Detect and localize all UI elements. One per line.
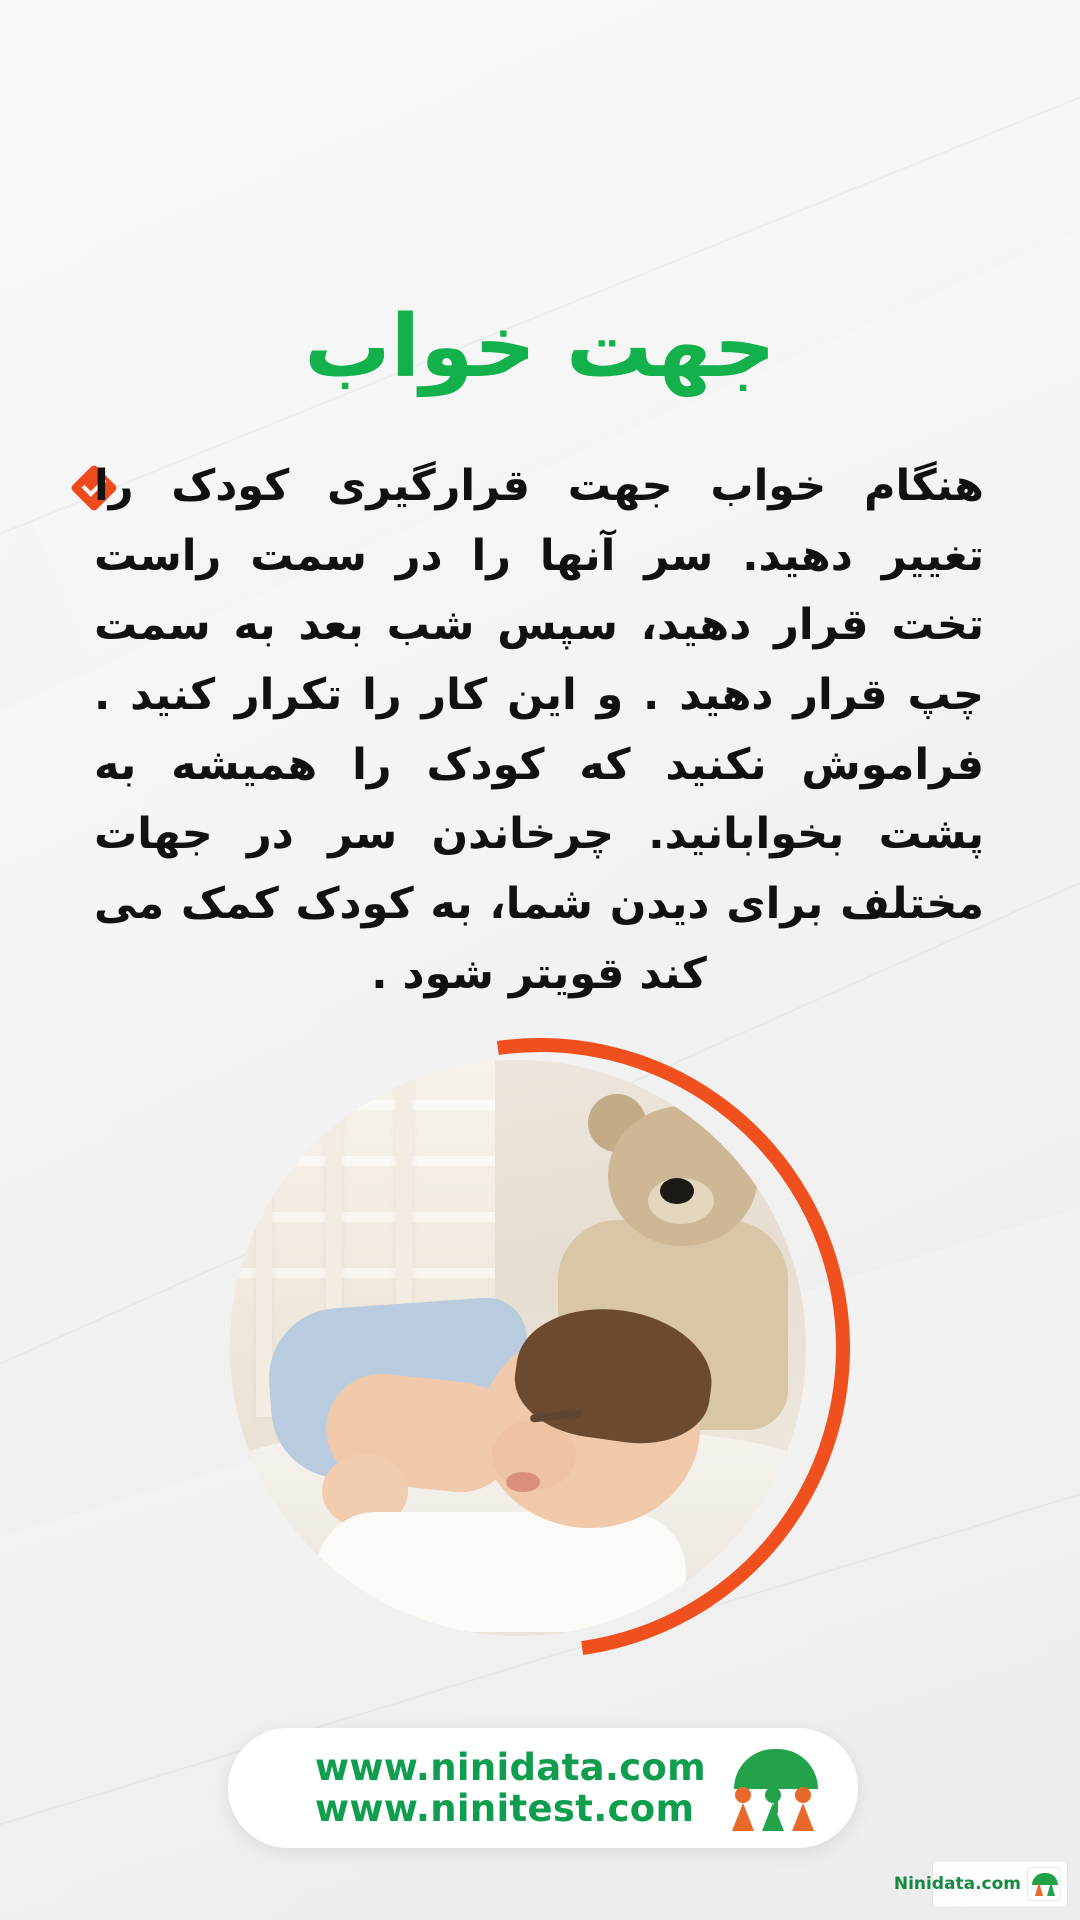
ninidata-small-logo: [1027, 1867, 1061, 1901]
family-figure-3: [792, 1787, 814, 1831]
photo-container: [230, 1038, 850, 1658]
sleeping-baby-photo: [230, 1060, 806, 1636]
figure-head: [765, 1787, 781, 1803]
umbrella-icon: [734, 1749, 818, 1789]
photo-teddy-nose: [660, 1178, 694, 1204]
watermark-label: Ninidata.com: [893, 1874, 1021, 1894]
figure-head: [735, 1787, 751, 1803]
ninidata-umbrella-family-logo: [728, 1745, 824, 1831]
page-title: جهت خواب: [304, 297, 776, 397]
photo-teddy-head: [608, 1106, 758, 1246]
figure-body: [732, 1803, 754, 1831]
figure-body: [792, 1803, 814, 1831]
figure-head: [795, 1787, 811, 1803]
body-paragraph: هنگام خواب جهت قرارگیری کودک را تغییر دهید. سر آنها را در سمت راست تخت قرار دهید، سپس شب بعد به سمت چپ قرار دهید . و این کار را تکرار کنید . فراموش نکنید که کودک را همیشه به پشت بخوابانید. چرخاندن سر در جهات مختلف برای دیدن شما، به کودک کمک می کند قویتر شود .: [94, 461, 984, 999]
footer-badge: [228, 1728, 858, 1848]
watermark-umbrella-icon: [1032, 1873, 1058, 1885]
family-figure-1: [732, 1787, 754, 1831]
photo-baby-mouth: [506, 1472, 540, 1492]
footer-url-secondary[interactable]: www.ninitest.com: [314, 1787, 695, 1830]
photo-pillow: [316, 1512, 686, 1632]
footer-url-primary[interactable]: www.ninidata.com: [314, 1745, 706, 1789]
watermark: [893, 1860, 1068, 1908]
figure-body: [762, 1803, 784, 1831]
family-figure-2: [762, 1787, 784, 1831]
footer-urls: [315, 1747, 706, 1830]
